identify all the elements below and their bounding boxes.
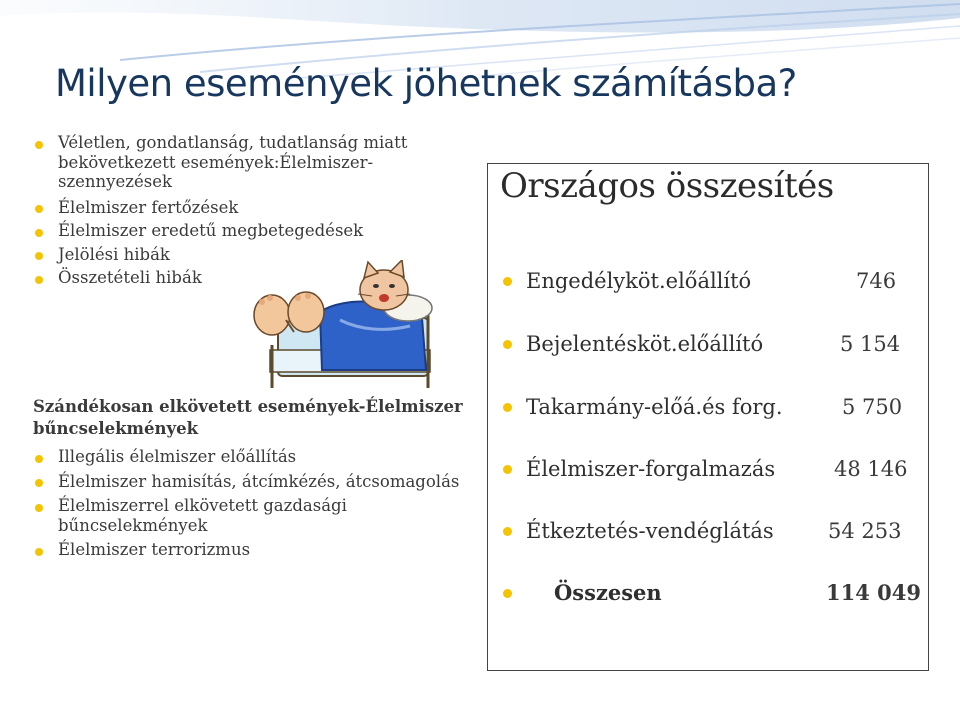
summary-row-label: Étkeztetés-vendéglátás [526, 519, 774, 543]
summary-title: Országos összesítés [500, 166, 834, 206]
summary-row-value: 746 [856, 269, 897, 293]
summary-row [498, 518, 774, 544]
summary-row [498, 456, 775, 482]
sick-cat-in-bed-illustration [250, 260, 440, 390]
summary-row-label: Bejelentésköt.előállító [526, 332, 764, 356]
list-item: Élelmiszer fertőzések [30, 198, 470, 218]
summary-row-label: Takarmány-előá.és forg. [526, 395, 783, 419]
summary-total-label: Összesen [554, 580, 662, 605]
summary-total-row [498, 580, 662, 606]
intentional-events-heading: Szándékosan elkövetett események-Élelmiszer bűncselekmények [33, 397, 463, 438]
list-item: Élelmiszer terrorizmus [30, 540, 470, 560]
list-item: Élelmiszerrel elkövetett gazdasági bűncselekmények [30, 496, 470, 535]
summary-row-value: 5 750 [842, 395, 903, 419]
intentional-events-list [30, 447, 470, 565]
summary-row-value: 54 253 [828, 519, 902, 543]
list-item: Élelmiszer eredetű megbetegedések [30, 221, 470, 241]
summary-total-value: 114 049 [826, 580, 921, 605]
summary-row [498, 331, 763, 357]
list-item: Összetételi hibák [30, 268, 470, 288]
national-summary-panel [487, 163, 929, 671]
page-title: Milyen események jöhetnek számításba? [55, 62, 797, 105]
list-item: Illegális élelmiszer előállítás [30, 447, 470, 467]
list-item: Élelmiszer hamisítás, átcímkézés, átcsomagolás [30, 472, 470, 492]
summary-row [498, 394, 783, 420]
summary-row-label: Élelmiszer-forgalmazás [526, 457, 776, 481]
list-item: Véletlen, gondatlanság, tudatlanság miatt bekövetkezett események:Élelmiszer-szennyezések [30, 133, 470, 192]
list-item: Jelölési hibák [30, 245, 470, 265]
summary-row-value: 48 146 [834, 457, 908, 481]
summary-row [498, 268, 751, 294]
summary-row-label: Engedélyköt.előállító [526, 269, 752, 293]
summary-row-value: 5 154 [840, 332, 901, 356]
